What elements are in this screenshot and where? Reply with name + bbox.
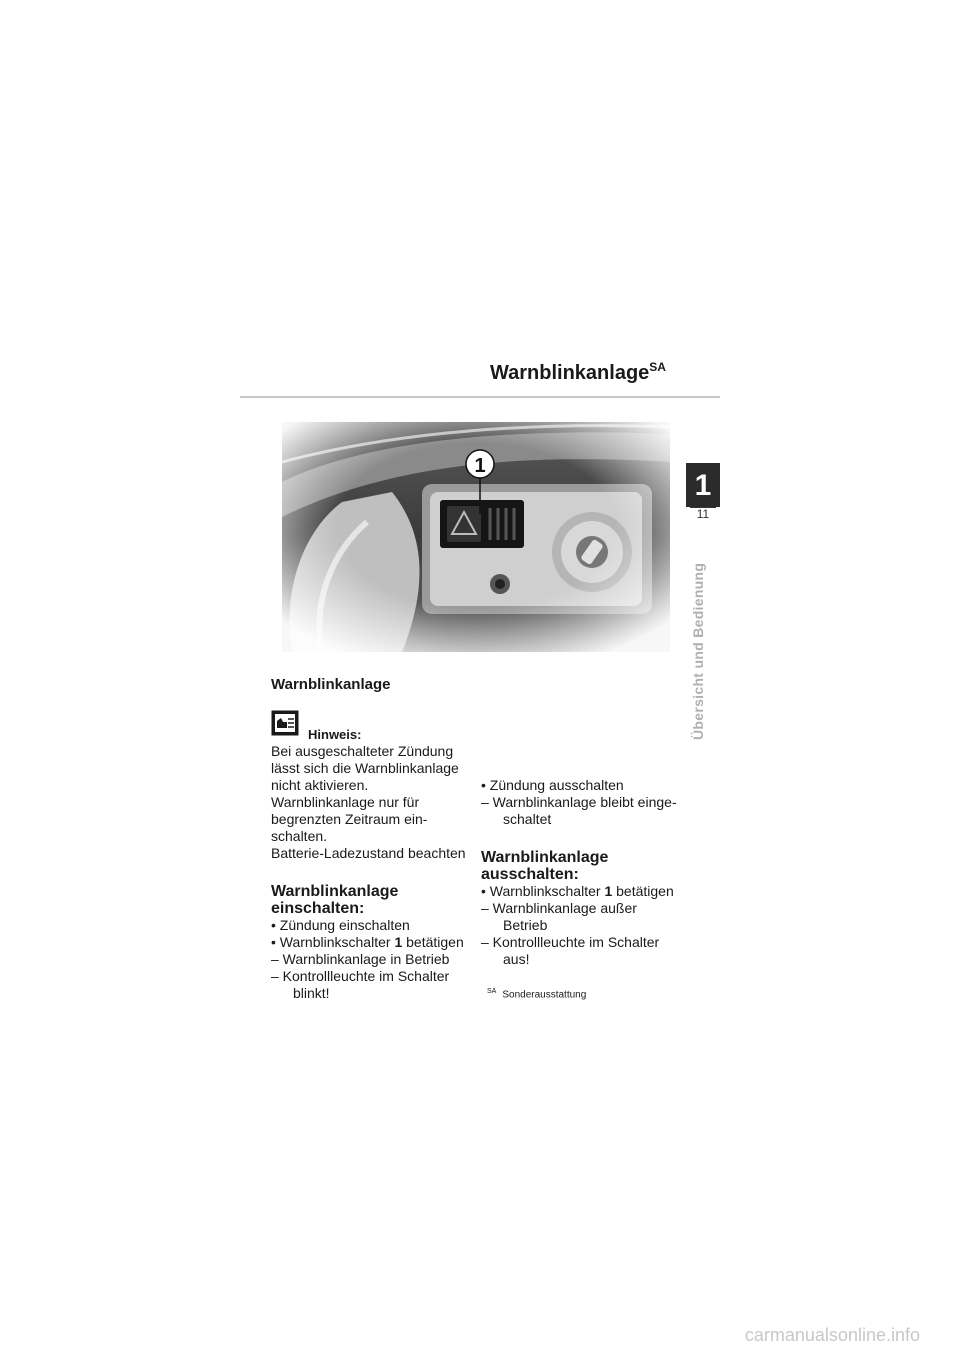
list-item: – Kontrollleuchte im Schalter (271, 968, 450, 984)
footnote-mark: SA (487, 988, 497, 995)
list-item: aus! (503, 951, 530, 967)
hint-line: nicht aktivieren. (271, 777, 369, 793)
list-item: • Zündung einschalten (271, 917, 410, 933)
hint-label: Hinweis: (308, 727, 362, 742)
list-item: • Warnblinkschalter 1 betätigen (481, 883, 674, 899)
hint-line: Bei ausgeschalteter Zündung (271, 743, 454, 759)
list-item: • Warnblinkschalter 1 betätigen (271, 934, 464, 950)
right-column (481, 777, 691, 968)
list-item: Betrieb (503, 917, 548, 933)
page-title (490, 362, 666, 385)
figure-callout-1: 1 (474, 455, 486, 477)
page-number: 11 (696, 507, 710, 521)
title-divider (240, 396, 720, 398)
section-title: Warnblinkanlage (271, 676, 391, 693)
left-column (271, 743, 471, 1002)
switch-off-heading: Warnblinkanlage (481, 849, 609, 866)
switch-off-heading: ausschalten: (481, 866, 579, 883)
page-title-text: Warnblinkanlage (490, 362, 650, 384)
list-item: – Kontrollleuchte im Schalter (481, 934, 660, 950)
list-item: blinkt! (293, 985, 330, 1001)
hint-icon (271, 710, 299, 736)
hint-line: schalten. (271, 828, 328, 844)
hint-line: Warnblinkanlage nur für (271, 794, 420, 810)
footnote-text: Sonderausstattung (502, 989, 587, 1001)
list-item: schaltet (503, 811, 552, 827)
list-item: – Warnblinkanlage in Betrieb (271, 951, 450, 967)
page-title-superscript: SA (649, 360, 666, 374)
hint-line: Batterie-Ladezustand beachten (271, 845, 466, 861)
chapter-tab: 1 (686, 463, 720, 507)
list-item: – Warnblinkanlage bleibt einge- (481, 794, 677, 810)
hazard-switch-photo (282, 422, 670, 652)
footnote (487, 988, 586, 1000)
list-item: • Zündung ausschalten (481, 777, 624, 793)
list-item: – Warnblinkanlage außer (481, 900, 637, 916)
hint-line: begrenzten Zeitraum ein- (271, 811, 428, 827)
switch-on-heading: Warnblinkanlage (271, 883, 399, 900)
watermark: carmanualsonline.info (744, 1325, 920, 1345)
switch-on-heading: einschalten: (271, 900, 365, 917)
chapter-side-label: Übersicht und Bedienung (690, 562, 706, 740)
hint-line: lässt sich die Warnblinkanlage (271, 760, 459, 776)
